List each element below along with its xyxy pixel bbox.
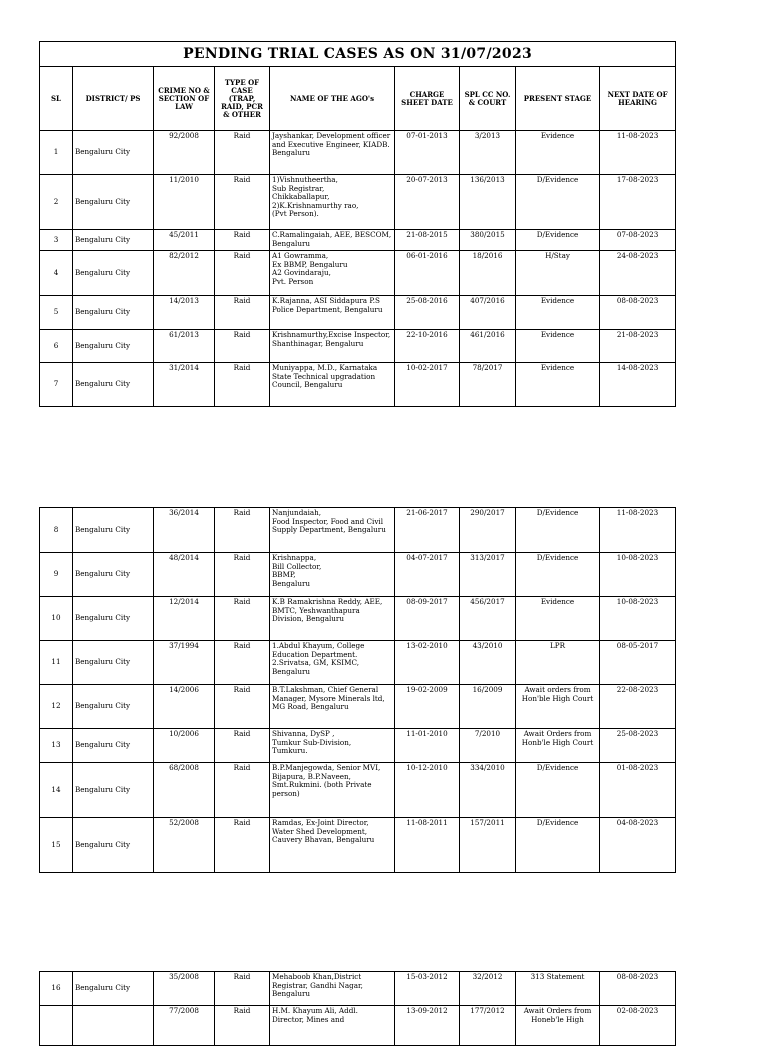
row-ago-name: Krishnappa, Bill Collector, BBMP, Bengaluru	[270, 553, 395, 597]
row-case-type: Raid	[215, 230, 270, 251]
row-stage: LPR	[516, 641, 600, 685]
row-next-date: 11-08-2023	[600, 508, 676, 553]
table-row	[40, 296, 676, 330]
row-stage: D/Evidence	[516, 175, 600, 230]
table-row	[40, 972, 676, 1006]
row-next-date: 24-08-2023	[600, 251, 676, 296]
row-stage: Evidence	[516, 296, 600, 330]
cases-table-page-1	[39, 41, 676, 407]
row-charge-date: 06-01-2016	[395, 251, 460, 296]
row-ago-name: Mehaboob Khan,District Registrar, Gandhi Nagar, Bengaluru	[270, 972, 395, 1006]
table-row	[40, 131, 676, 175]
row-charge-date: 15-03-2012	[395, 972, 460, 1006]
row-district	[73, 1006, 154, 1046]
row-district: Bengaluru City	[73, 175, 154, 230]
row-stage: Evidence	[516, 363, 600, 407]
row-spl-cc: 157/2011	[460, 818, 516, 873]
row-district: Bengaluru City	[73, 729, 154, 763]
row-ago-name: Ramdas, Ex-Joint Director, Water Shed Development, Cauvery Bhavan, Bengaluru	[270, 818, 395, 873]
table-row	[40, 597, 676, 641]
row-crime-no: 14/2013	[154, 296, 215, 330]
row-sl	[40, 1006, 73, 1046]
row-sl: 4	[40, 251, 73, 296]
header-crime: CRIME NO & SECTION OF LAW	[154, 67, 215, 131]
table-row	[40, 363, 676, 407]
row-spl-cc: 461/2016	[460, 330, 516, 363]
row-district: Bengaluru City	[73, 597, 154, 641]
row-crime-no: 12/2014	[154, 597, 215, 641]
row-case-type: Raid	[215, 597, 270, 641]
table-row	[40, 175, 676, 230]
table-row	[40, 553, 676, 597]
row-district: Bengaluru City	[73, 818, 154, 873]
row-ago-name: K.B Ramakrishna Reddy, AEE, BMTC, Yeshwanthapura Division, Bengaluru	[270, 597, 395, 641]
row-next-date: 10-08-2023	[600, 597, 676, 641]
row-case-type: Raid	[215, 363, 270, 407]
row-crime-no: 36/2014	[154, 508, 215, 553]
row-crime-no: 92/2008	[154, 131, 215, 175]
row-sl: 12	[40, 685, 73, 729]
row-spl-cc: 32/2012	[460, 972, 516, 1006]
row-sl: 13	[40, 729, 73, 763]
row-charge-date: 21-08-2015	[395, 230, 460, 251]
header-sl: SL	[40, 67, 73, 131]
row-next-date: 25-08-2023	[600, 729, 676, 763]
row-next-date: 08-08-2023	[600, 296, 676, 330]
row-ago-name: C.Ramalingaiah, AEE, BESCOM, Bengaluru	[270, 230, 395, 251]
row-stage: D/Evidence	[516, 818, 600, 873]
row-ago-name: Krishnamurthy,Excise Inspector, Shanthinagar, Bengaluru	[270, 330, 395, 363]
row-district: Bengaluru City	[73, 296, 154, 330]
row-stage: H/Stay	[516, 251, 600, 296]
row-sl: 14	[40, 763, 73, 818]
row-next-date: 01-08-2023	[600, 763, 676, 818]
row-stage: Await Orders from Honeb'le High	[516, 1006, 600, 1046]
row-case-type: Raid	[215, 1006, 270, 1046]
table-row	[40, 251, 676, 296]
row-next-date: 21-08-2023	[600, 330, 676, 363]
row-spl-cc: 334/2010	[460, 763, 516, 818]
row-district: Bengaluru City	[73, 230, 154, 251]
row-district: Bengaluru City	[73, 685, 154, 729]
row-stage: Await orders from Hon'ble High Court	[516, 685, 600, 729]
row-crime-no: 45/2011	[154, 230, 215, 251]
row-district: Bengaluru City	[73, 330, 154, 363]
row-sl: 16	[40, 972, 73, 1006]
row-crime-no: 82/2012	[154, 251, 215, 296]
row-case-type: Raid	[215, 508, 270, 553]
row-ago-name: B.P.Manjegowda, Senior MVI, Bijapura, B.P.Naveen, Smt.Rukmini. (both Private person)	[270, 763, 395, 818]
table-body-3	[40, 972, 676, 1046]
row-case-type: Raid	[215, 685, 270, 729]
row-crime-no: 11/2010	[154, 175, 215, 230]
cases-table-page-2	[39, 507, 676, 873]
row-sl: 7	[40, 363, 73, 407]
row-stage: D/Evidence	[516, 230, 600, 251]
row-next-date: 08-05-2017	[600, 641, 676, 685]
table-row	[40, 641, 676, 685]
header-next-date: NEXT DATE OF HEARING	[600, 67, 676, 131]
row-stage: D/Evidence	[516, 763, 600, 818]
row-charge-date: 11-01-2010	[395, 729, 460, 763]
row-spl-cc: 177/2012	[460, 1006, 516, 1046]
row-charge-date: 25-08-2016	[395, 296, 460, 330]
table-body-2	[40, 508, 676, 873]
row-district: Bengaluru City	[73, 641, 154, 685]
header-district: DISTRICT/ PS	[73, 67, 154, 131]
row-crime-no: 10/2006	[154, 729, 215, 763]
row-ago-name: 1)Vishnutheertha, Sub Registrar, Chikkaballapur, 2)K.Krishnamurthy rao, (Pvt Person).	[270, 175, 395, 230]
row-case-type: Raid	[215, 553, 270, 597]
row-charge-date: 20-07-2013	[395, 175, 460, 230]
row-ago-name: Shivanna, DySP , Tumkur Sub-Division, Tumkuru.	[270, 729, 395, 763]
row-stage: D/Evidence	[516, 508, 600, 553]
row-sl: 6	[40, 330, 73, 363]
row-next-date: 17-08-2023	[600, 175, 676, 230]
row-crime-no: 61/2013	[154, 330, 215, 363]
row-charge-date: 13-02-2010	[395, 641, 460, 685]
row-next-date: 02-08-2023	[600, 1006, 676, 1046]
row-crime-no: 31/2014	[154, 363, 215, 407]
row-case-type: Raid	[215, 972, 270, 1006]
row-charge-date: 13-09-2012	[395, 1006, 460, 1046]
header-spl-cc: SPL CC NO. & COURT	[460, 67, 516, 131]
row-next-date: 10-08-2023	[600, 553, 676, 597]
row-stage: Evidence	[516, 131, 600, 175]
row-charge-date: 11-08-2011	[395, 818, 460, 873]
cases-table-page-3	[39, 971, 676, 1046]
row-stage: Await Orders from Honb'le High Court	[516, 729, 600, 763]
row-ago-name: Muniyappa, M.D., Karnataka State Technical upgradation Council, Bengaluru	[270, 363, 395, 407]
row-district: Bengaluru City	[73, 763, 154, 818]
row-crime-no: 14/2006	[154, 685, 215, 729]
row-stage: Evidence	[516, 330, 600, 363]
row-charge-date: 08-09-2017	[395, 597, 460, 641]
row-crime-no: 68/2008	[154, 763, 215, 818]
row-charge-date: 21-06-2017	[395, 508, 460, 553]
row-sl: 2	[40, 175, 73, 230]
table-row	[40, 763, 676, 818]
row-spl-cc: 313/2017	[460, 553, 516, 597]
row-stage: 313 Statement	[516, 972, 600, 1006]
row-district: Bengaluru City	[73, 363, 154, 407]
table-row	[40, 1006, 676, 1046]
row-ago-name: 1.Abdul Khayum, College Education Department. 2.Srivatsa, GM, KSIMC, Bengaluru	[270, 641, 395, 685]
table-row	[40, 685, 676, 729]
row-case-type: Raid	[215, 763, 270, 818]
row-next-date: 22-08-2023	[600, 685, 676, 729]
row-district: Bengaluru City	[73, 251, 154, 296]
table-row	[40, 729, 676, 763]
row-ago-name: Jayshankar, Development officer and Executive Engineer, KIADB. Bengaluru	[270, 131, 395, 175]
row-ago-name: K.Rajanna, ASI Siddapura P.S Police Department, Bengaluru	[270, 296, 395, 330]
row-spl-cc: 456/2017	[460, 597, 516, 641]
table-row	[40, 508, 676, 553]
row-crime-no: 48/2014	[154, 553, 215, 597]
table-row	[40, 330, 676, 363]
row-spl-cc: 136/2013	[460, 175, 516, 230]
row-next-date: 08-08-2023	[600, 972, 676, 1006]
row-sl: 5	[40, 296, 73, 330]
row-sl: 1	[40, 131, 73, 175]
header-charge-date: CHARGE SHEET DATE	[395, 67, 460, 131]
row-charge-date: 10-12-2010	[395, 763, 460, 818]
row-sl: 8	[40, 508, 73, 553]
row-case-type: Raid	[215, 729, 270, 763]
row-stage: Evidence	[516, 597, 600, 641]
row-charge-date: 04-07-2017	[395, 553, 460, 597]
header-stage: PRESENT STAGE	[516, 67, 600, 131]
table-row	[40, 818, 676, 873]
row-charge-date: 19-02-2009	[395, 685, 460, 729]
row-district: Bengaluru City	[73, 972, 154, 1006]
row-next-date: 07-08-2023	[600, 230, 676, 251]
row-spl-cc: 43/2010	[460, 641, 516, 685]
row-ago-name: H.M. Khayum Ali, Addl. Director, Mines and	[270, 1006, 395, 1046]
row-sl: 10	[40, 597, 73, 641]
row-crime-no: 77/2008	[154, 1006, 215, 1046]
header-name: NAME OF THE AGO's	[270, 67, 395, 131]
row-crime-no: 35/2008	[154, 972, 215, 1006]
row-sl: 3	[40, 230, 73, 251]
row-spl-cc: 18/2016	[460, 251, 516, 296]
row-next-date: 04-08-2023	[600, 818, 676, 873]
row-next-date: 11-08-2023	[600, 131, 676, 175]
row-charge-date: 22-10-2016	[395, 330, 460, 363]
page-title: PENDING TRIAL CASES AS ON 31/07/2023	[40, 42, 676, 67]
row-spl-cc: 380/2015	[460, 230, 516, 251]
row-spl-cc: 78/2017	[460, 363, 516, 407]
row-district: Bengaluru City	[73, 508, 154, 553]
row-spl-cc: 3/2013	[460, 131, 516, 175]
row-spl-cc: 7/2010	[460, 729, 516, 763]
row-ago-name: Nanjundaiah, Food Inspector, Food and Civil Supply Department, Bengaluru	[270, 508, 395, 553]
row-charge-date: 07-01-2013	[395, 131, 460, 175]
table-body-1	[40, 131, 676, 407]
row-case-type: Raid	[215, 251, 270, 296]
row-crime-no: 52/2008	[154, 818, 215, 873]
table-row	[40, 230, 676, 251]
row-case-type: Raid	[215, 641, 270, 685]
row-district: Bengaluru City	[73, 131, 154, 175]
row-case-type: Raid	[215, 131, 270, 175]
row-ago-name: B.T.Lakshman, Chief General Manager, Mysore Minerals ltd, MG Road, Bengaluru	[270, 685, 395, 729]
row-stage: D/Evidence	[516, 553, 600, 597]
row-case-type: Raid	[215, 296, 270, 330]
row-charge-date: 10-02-2017	[395, 363, 460, 407]
row-next-date: 14-08-2023	[600, 363, 676, 407]
row-sl: 11	[40, 641, 73, 685]
row-sl: 9	[40, 553, 73, 597]
row-sl: 15	[40, 818, 73, 873]
header-type: TYPE OF CASE (TRAP, RAID, PCR & OTHER	[215, 67, 270, 131]
row-ago-name: A1 Gowramma, Ex BBMP, Bengaluru A2 Govindaraju, Pvt. Person	[270, 251, 395, 296]
row-case-type: Raid	[215, 330, 270, 363]
row-spl-cc: 290/2017	[460, 508, 516, 553]
row-crime-no: 37/1994	[154, 641, 215, 685]
row-spl-cc: 407/2016	[460, 296, 516, 330]
row-case-type: Raid	[215, 175, 270, 230]
row-spl-cc: 16/2009	[460, 685, 516, 729]
row-district: Bengaluru City	[73, 553, 154, 597]
row-case-type: Raid	[215, 818, 270, 873]
